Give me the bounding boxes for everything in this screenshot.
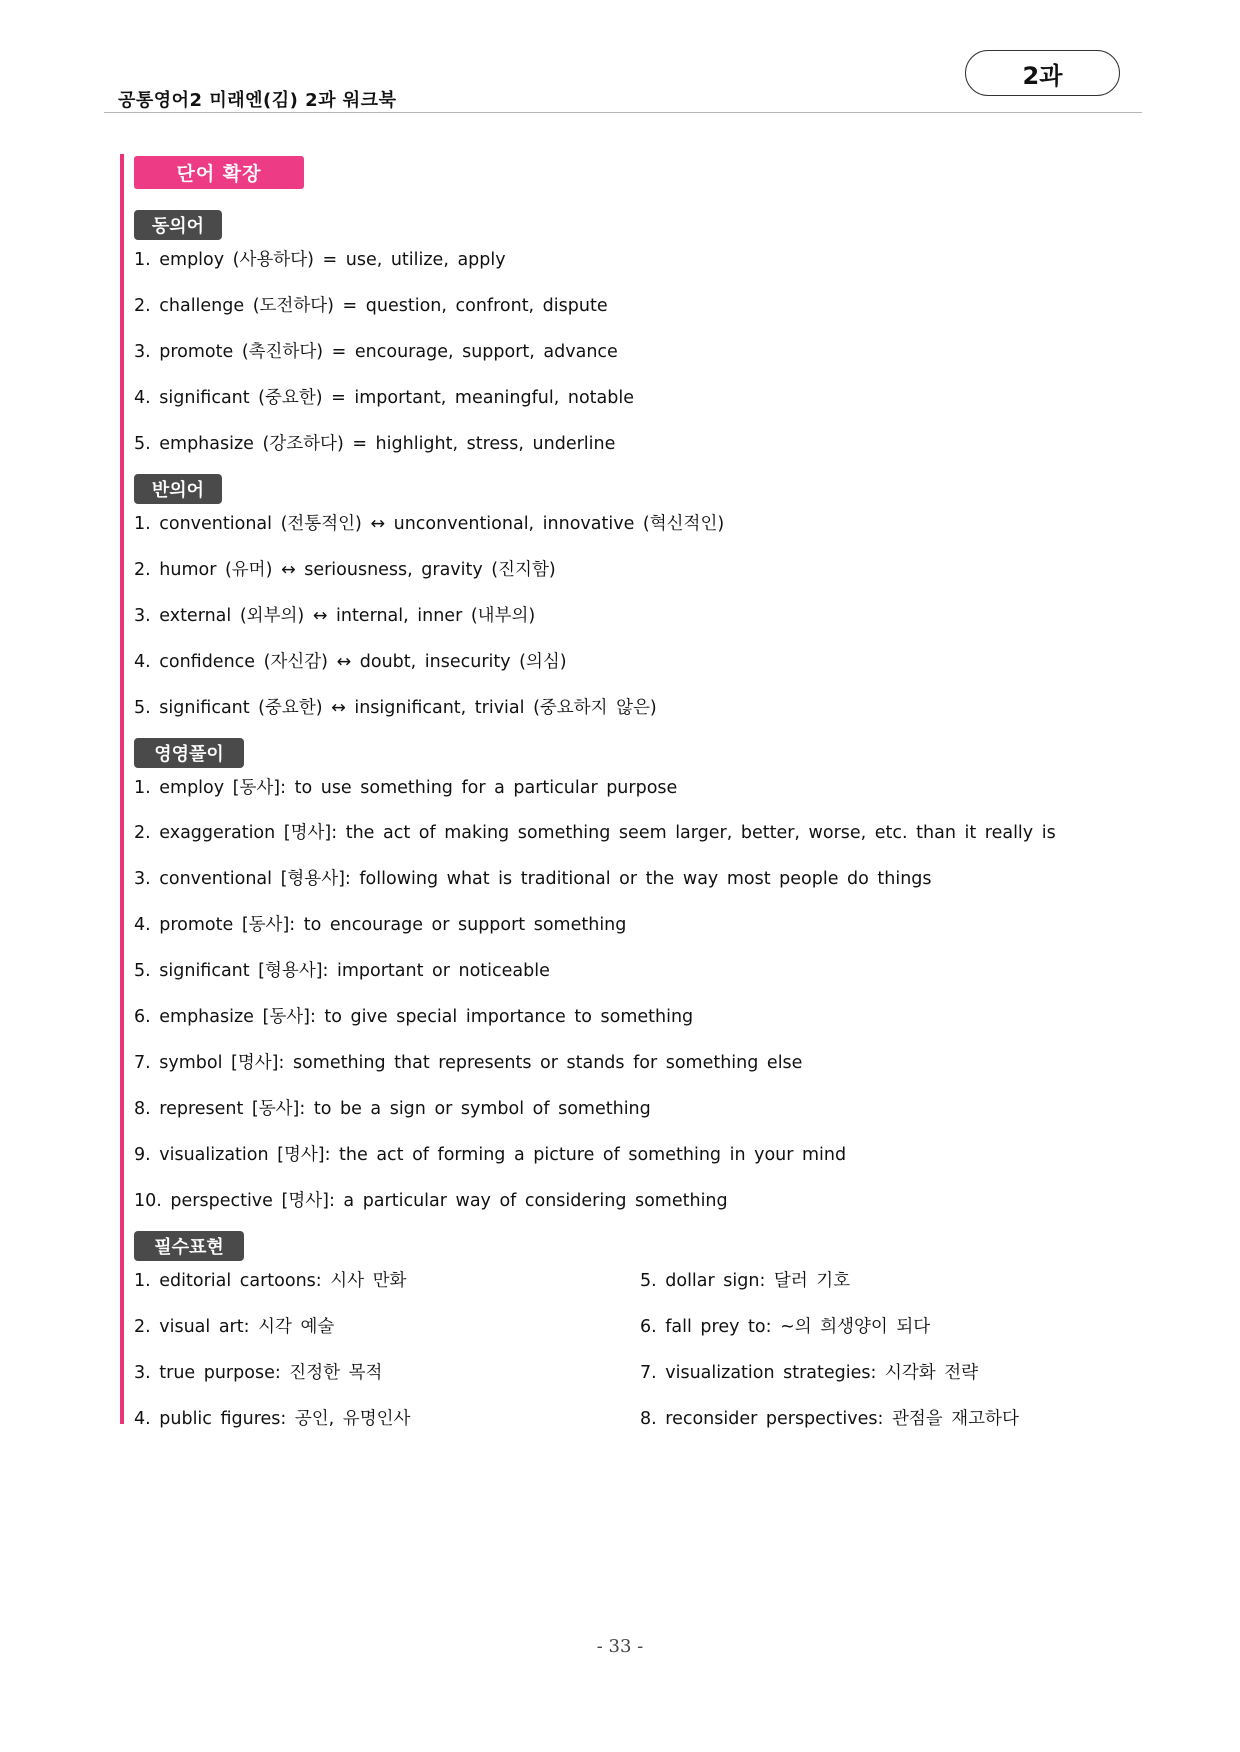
definition-item: 5. significant [형용사]: important or noticeable	[134, 961, 550, 981]
synonym-item: 4. significant (중요한) = important, meaningful, notable	[134, 388, 634, 408]
header-rule	[104, 112, 1142, 113]
expression-item: 3. true purpose: 진정한 목적	[134, 1363, 383, 1383]
definition-item: 4. promote [동사]: to encourage or support something	[134, 915, 627, 935]
expression-item: 6. fall prey to: ~의 희생양이 되다	[640, 1317, 931, 1337]
lesson-badge: 2과	[965, 50, 1120, 96]
definition-item: 2. exaggeration [명사]: the act of making something seem larger, better, worse, etc. than it really is	[134, 823, 1056, 843]
synonym-item: 1. employ (사용하다) = use, utilize, apply	[134, 250, 506, 270]
antonym-item: 1. conventional (전통적인) ↔ unconventional, innovative (혁신적인)	[134, 514, 725, 534]
expression-item: 5. dollar sign: 달러 기호	[640, 1271, 851, 1291]
header-title: 공통영어2 미래엔(김) 2과 워크북	[118, 90, 397, 111]
synonym-item: 5. emphasize (강조하다) = highlight, stress, underline	[134, 434, 616, 454]
expression-item: 4. public figures: 공인, 유명인사	[134, 1409, 411, 1429]
expression-item: 8. reconsider perspectives: 관점을 재고하다	[640, 1409, 1019, 1429]
expression-item: 7. visualization strategies: 시각화 전략	[640, 1363, 979, 1383]
expression-item: 2. visual art: 시각 예술	[134, 1317, 335, 1337]
definition-item: 10. perspective [명사]: a particular way of considering something	[134, 1191, 728, 1211]
definition-item: 3. conventional [형용사]: following what is traditional or the way most people do things	[134, 869, 932, 889]
section-accent-bar	[120, 154, 124, 1424]
definition-item: 6. emphasize [동사]: to give special importance to something	[134, 1007, 694, 1027]
definition-item: 7. symbol [명사]: something that represents or stands for something else	[134, 1053, 803, 1073]
antonym-item: 3. external (외부의) ↔ internal, inner (내부의)	[134, 606, 536, 626]
expressions-label: 필수표현	[134, 1231, 244, 1261]
expression-item: 1. editorial cartoons: 시사 만화	[134, 1271, 407, 1291]
definitions-label: 영영풀이	[134, 738, 244, 768]
synonym-item: 2. challenge (도전하다) = question, confront, dispute	[134, 296, 608, 316]
antonym-item: 2. humor (유머) ↔ seriousness, gravity (진지함)	[134, 560, 556, 580]
antonym-item: 5. significant (중요한) ↔ insignificant, trivial (중요하지 않은)	[134, 698, 657, 718]
antonyms-label: 반의어	[134, 474, 222, 504]
synonyms-label: 동의어	[134, 210, 222, 240]
definition-item: 9. visualization [명사]: the act of forming a picture of something in your mind	[134, 1145, 847, 1165]
page-number: - 33 -	[596, 1636, 644, 1657]
definition-item: 1. employ [동사]: to use something for a particular purpose	[134, 778, 678, 798]
definition-item: 8. represent [동사]: to be a sign or symbol of something	[134, 1099, 651, 1119]
antonym-item: 4. confidence (자신감) ↔ doubt, insecurity (의심)	[134, 652, 567, 672]
section-title: 단어 확장	[134, 156, 304, 189]
synonym-item: 3. promote (촉진하다) = encourage, support, advance	[134, 342, 618, 362]
